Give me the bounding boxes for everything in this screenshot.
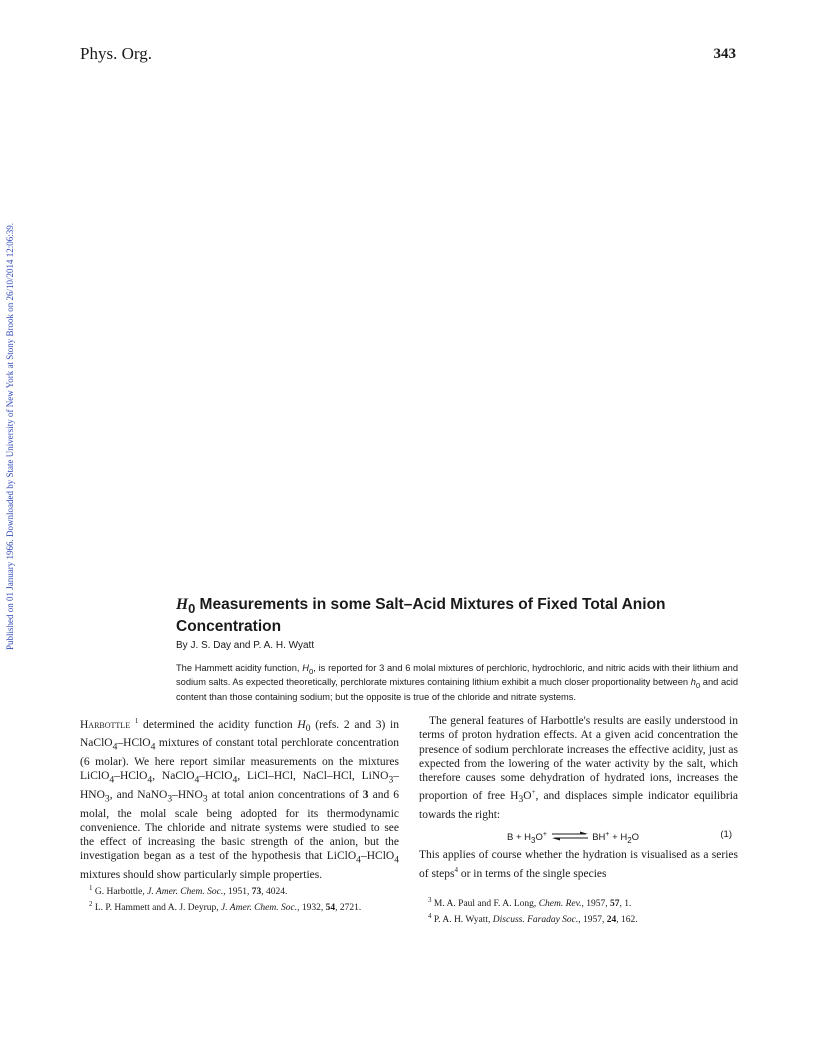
- equation-1: [419, 828, 738, 846]
- body-text: –HNO: [80, 770, 399, 801]
- footnotes-right: [419, 895, 738, 927]
- abstract-subscript: 0: [308, 666, 314, 676]
- subscript: 4: [232, 774, 238, 786]
- equation-superscript: +: [605, 831, 610, 839]
- equation-text: O: [631, 832, 639, 844]
- subscript: 3: [388, 774, 394, 786]
- subscript: 4: [194, 774, 200, 786]
- sidebar-text: Published on 01 January 1966. Downloaded by State University of New York at Stony Brook on 26/10/2014 12:06:39.: [5, 223, 15, 650]
- footnote-journal: J. Amer. Chem. Soc.: [221, 902, 298, 913]
- abstract-text: The Hammett acidity function,: [176, 663, 303, 673]
- abstract-text: , is reported for 3 and 6 molal mixtures of perchloric, hydrochloric, and nitric acids with their lithium and sodium salts. As expected theoretically, perchlorate mixtures containing lithium exhibit a much closer proportionality between: [176, 663, 738, 688]
- subscript: 3: [167, 793, 173, 805]
- footnote-volume: 57: [610, 899, 620, 910]
- footnote-year: , 1932,: [297, 902, 326, 913]
- body-text: at total anion concentrations of: [207, 788, 363, 801]
- article-title: [176, 596, 738, 636]
- body-right-column: [419, 714, 738, 881]
- subscript: 3: [104, 793, 110, 805]
- reference-marker: 4: [454, 865, 458, 874]
- footnote-number: 4: [428, 911, 432, 920]
- body-text: , LiCl–HCl, NaCl–HCl, LiNO: [237, 770, 389, 783]
- hydration-paragraph: [419, 714, 738, 822]
- footnote-number: 1: [89, 884, 93, 892]
- body-text: or in terms of the single species: [457, 867, 607, 880]
- footnote-authors: P. A. H. Wyatt,: [431, 914, 493, 925]
- footnotes-left: [80, 883, 399, 915]
- equation-expression: [507, 828, 639, 848]
- footnote-year: , 1957,: [581, 899, 611, 910]
- body-text: determined the acidity function: [138, 718, 298, 731]
- body-text: –HClO: [117, 737, 151, 750]
- bold-number: 3: [362, 788, 369, 801]
- download-sidebar-note: [3, 130, 17, 650]
- lead-word: Harbottle: [80, 718, 131, 731]
- footnote-pages: , 2721.: [335, 902, 362, 913]
- body-text: , and NaNO: [109, 788, 168, 801]
- footnote-journal: Chem. Rev.: [538, 899, 582, 910]
- authors: By J. S. Day and P. A. H. Wyatt: [176, 640, 315, 651]
- footnote: [80, 899, 399, 915]
- body-text: mixtures should show particularly simple properties.: [80, 868, 323, 881]
- superscript: +: [531, 788, 536, 797]
- equation-text: B + H: [507, 832, 532, 844]
- body-text: mixtures of constant total perchlorate concentration (6 molar). We here report similar measurements on the mixtures LiClO: [80, 737, 399, 783]
- body-left-column: [80, 714, 399, 882]
- footnote-number: 3: [428, 896, 432, 904]
- footnote-volume: 73: [251, 887, 262, 898]
- body-text: and 6 molal, the molal scale being adopted for its thermodynamic convenience. The chloride and nitrate systems were studied to see the effect of increasing the basic strength of the anion, but the investigation began as a test of the hypothesis that LiClO: [80, 788, 399, 863]
- subscript: 4: [112, 741, 118, 753]
- equation-subscript: 2: [627, 836, 632, 846]
- footnote-year: , 1957,: [578, 914, 607, 925]
- body-text: The general features of Harbottle's results are easily understood in terms of proton hydration effects. At a given acid concentration the presence of sodium perchlorate increases the effective acidity, just as expected from the lowering of the water activity by the salt, which therefore causes some dehydration of hydrated ions, increases the proportion of free H: [419, 715, 738, 803]
- body-text: , NaClO: [152, 770, 195, 783]
- continuation-paragraph: [419, 848, 738, 880]
- title-text: Measurements in some Salt–Acid Mixtures of Fixed Total Anion Concentration: [176, 596, 666, 636]
- subscript: 3: [518, 794, 524, 806]
- footnote: [419, 911, 738, 927]
- title-symbol: H: [176, 596, 189, 613]
- abstract-subscript: 0: [695, 681, 701, 691]
- intro-paragraph: [80, 714, 399, 882]
- body-text: –HClO: [114, 770, 148, 783]
- footnote-authors: G. Harbottle,: [92, 887, 148, 898]
- journal-header: Phys. Org.: [80, 44, 152, 63]
- equation-subscript: 3: [531, 836, 536, 846]
- footnote-journal: Discuss. Faraday Soc.: [492, 914, 579, 925]
- equilibrium-arrows-icon: [550, 831, 590, 841]
- subscript: 4: [147, 774, 153, 786]
- footnote-authors: M. A. Paul and F. A. Long,: [431, 899, 539, 910]
- abstract-symbol: H: [302, 663, 309, 673]
- subscript: 4: [356, 854, 361, 866]
- equation-superscript: +: [542, 831, 547, 839]
- equation-number: (1): [720, 829, 732, 841]
- body-text: O: [523, 790, 532, 803]
- footnote-authors: L. P. Hammett and A. J. Deyrup,: [92, 902, 222, 913]
- footnote-pages: , 1.: [619, 899, 632, 910]
- subscript: 4: [109, 774, 115, 786]
- footnote-number: 2: [89, 899, 93, 908]
- footnote-volume: 54: [325, 902, 336, 913]
- acidity-subscript: 0: [305, 723, 311, 735]
- equation-text: O: [535, 832, 543, 844]
- footnote-pages: , 162.: [616, 914, 638, 925]
- abstract-text: and acid content than those containing sodium; but the opposite is true of the chloride and nitrate systems.: [176, 677, 738, 702]
- footnote: [80, 883, 399, 899]
- subscript: 4: [150, 741, 156, 753]
- body-text: –HNO: [172, 788, 203, 801]
- footnote-volume: 24: [606, 914, 617, 925]
- footnote-year: , 1951,: [223, 887, 252, 898]
- footnote-journal: J. Amer. Chem. Soc.: [147, 887, 224, 898]
- body-text: –HClO: [360, 850, 395, 863]
- abstract-symbol: h: [690, 677, 696, 688]
- subscript: 3: [202, 793, 208, 805]
- acidity-symbol: H: [297, 718, 306, 731]
- title-symbol-subscript: 0: [188, 601, 196, 617]
- body-text: This applies of course whether the hydration is visualised as a series of steps: [419, 849, 738, 880]
- page-number: 343: [713, 46, 736, 62]
- equation-text: BH: [592, 832, 606, 844]
- body-text: , and displaces simple indicator equilibria towards the right:: [419, 790, 738, 821]
- footnote-pages: , 4024.: [261, 887, 288, 898]
- equation-text: + H: [609, 832, 628, 844]
- reference-marker: 1: [134, 717, 139, 725]
- body-text: –HClO: [199, 770, 233, 783]
- footnote: [419, 895, 738, 911]
- body-text: (refs. 2 and 3) in NaClO: [80, 718, 399, 750]
- subscript: 4: [394, 854, 399, 866]
- abstract: [176, 663, 738, 704]
